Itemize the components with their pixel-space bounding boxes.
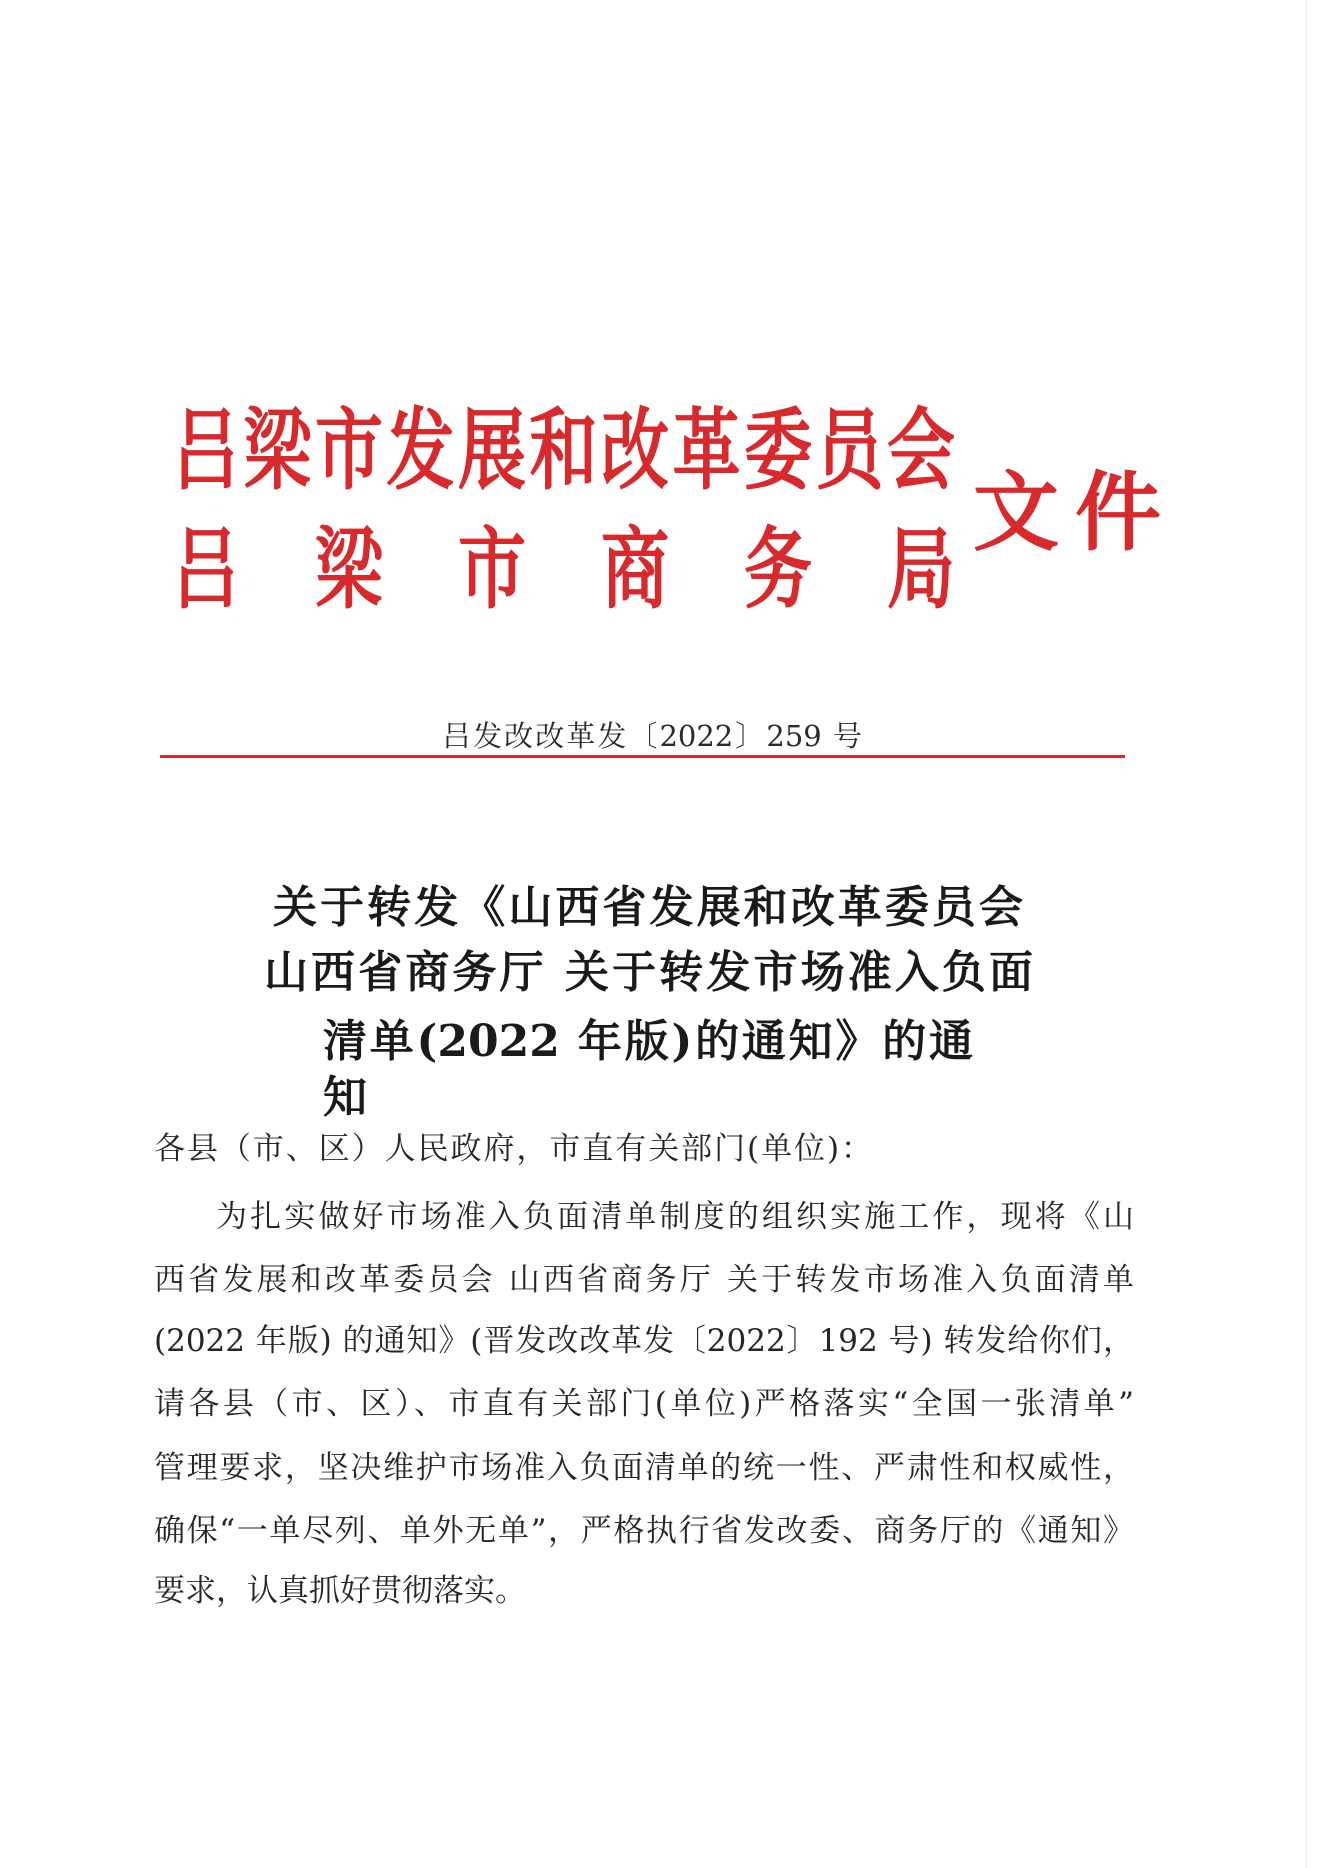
salutation: 各县（市、区）人民政府，市直有关部门(单位)：	[154, 1131, 872, 1167]
letterhead-document-label: 文件	[973, 462, 1161, 563]
body-text-line: 管理要求，坚决维护市场准入负面清单的统一性、严肃性和权威性，	[154, 1450, 1134, 1486]
body-text-line: 为扎实做好市场准入负面清单制度的组织实施工作，现将《山	[216, 1199, 1134, 1235]
document-title-line: 关于转发《山西省发展和改革委员会	[273, 882, 1023, 933]
body-text-line: (2022 年版) 的通知》(晋发改改革发〔2022〕192 号) 转发给你们，	[154, 1323, 1134, 1359]
letterhead-issuer-line-1: 吕梁市发展和改革委员会	[172, 399, 955, 503]
body-text-line: 要求，认真抓好贯彻落实。	[154, 1573, 526, 1609]
scan-edge-line	[1306, 0, 1307, 1868]
document-number: 吕发改改革发〔2022〕259 号	[442, 719, 862, 753]
body-text-line: 西省发展和改革委员会 山西省商务厅 关于转发市场准入负面清单	[154, 1262, 1134, 1298]
document-title-line: 山西省商务厅 关于转发市场准入负面	[264, 947, 1033, 998]
body-text-line: 确保“一单尽列、单外无单”，严格执行省发改委、商务厅的《通知》	[154, 1513, 1134, 1549]
letterhead-red-rule	[160, 755, 1125, 758]
document-title-line: 清单(2022 年版)的通知》的通知	[323, 1016, 973, 1123]
body-text-line: 请各县（市、区）、市直有关部门(单位)严格落实“全国一张清单”	[154, 1386, 1134, 1422]
letterhead-issuer-line-2: 吕 梁 市 商 务 局	[172, 518, 955, 622]
